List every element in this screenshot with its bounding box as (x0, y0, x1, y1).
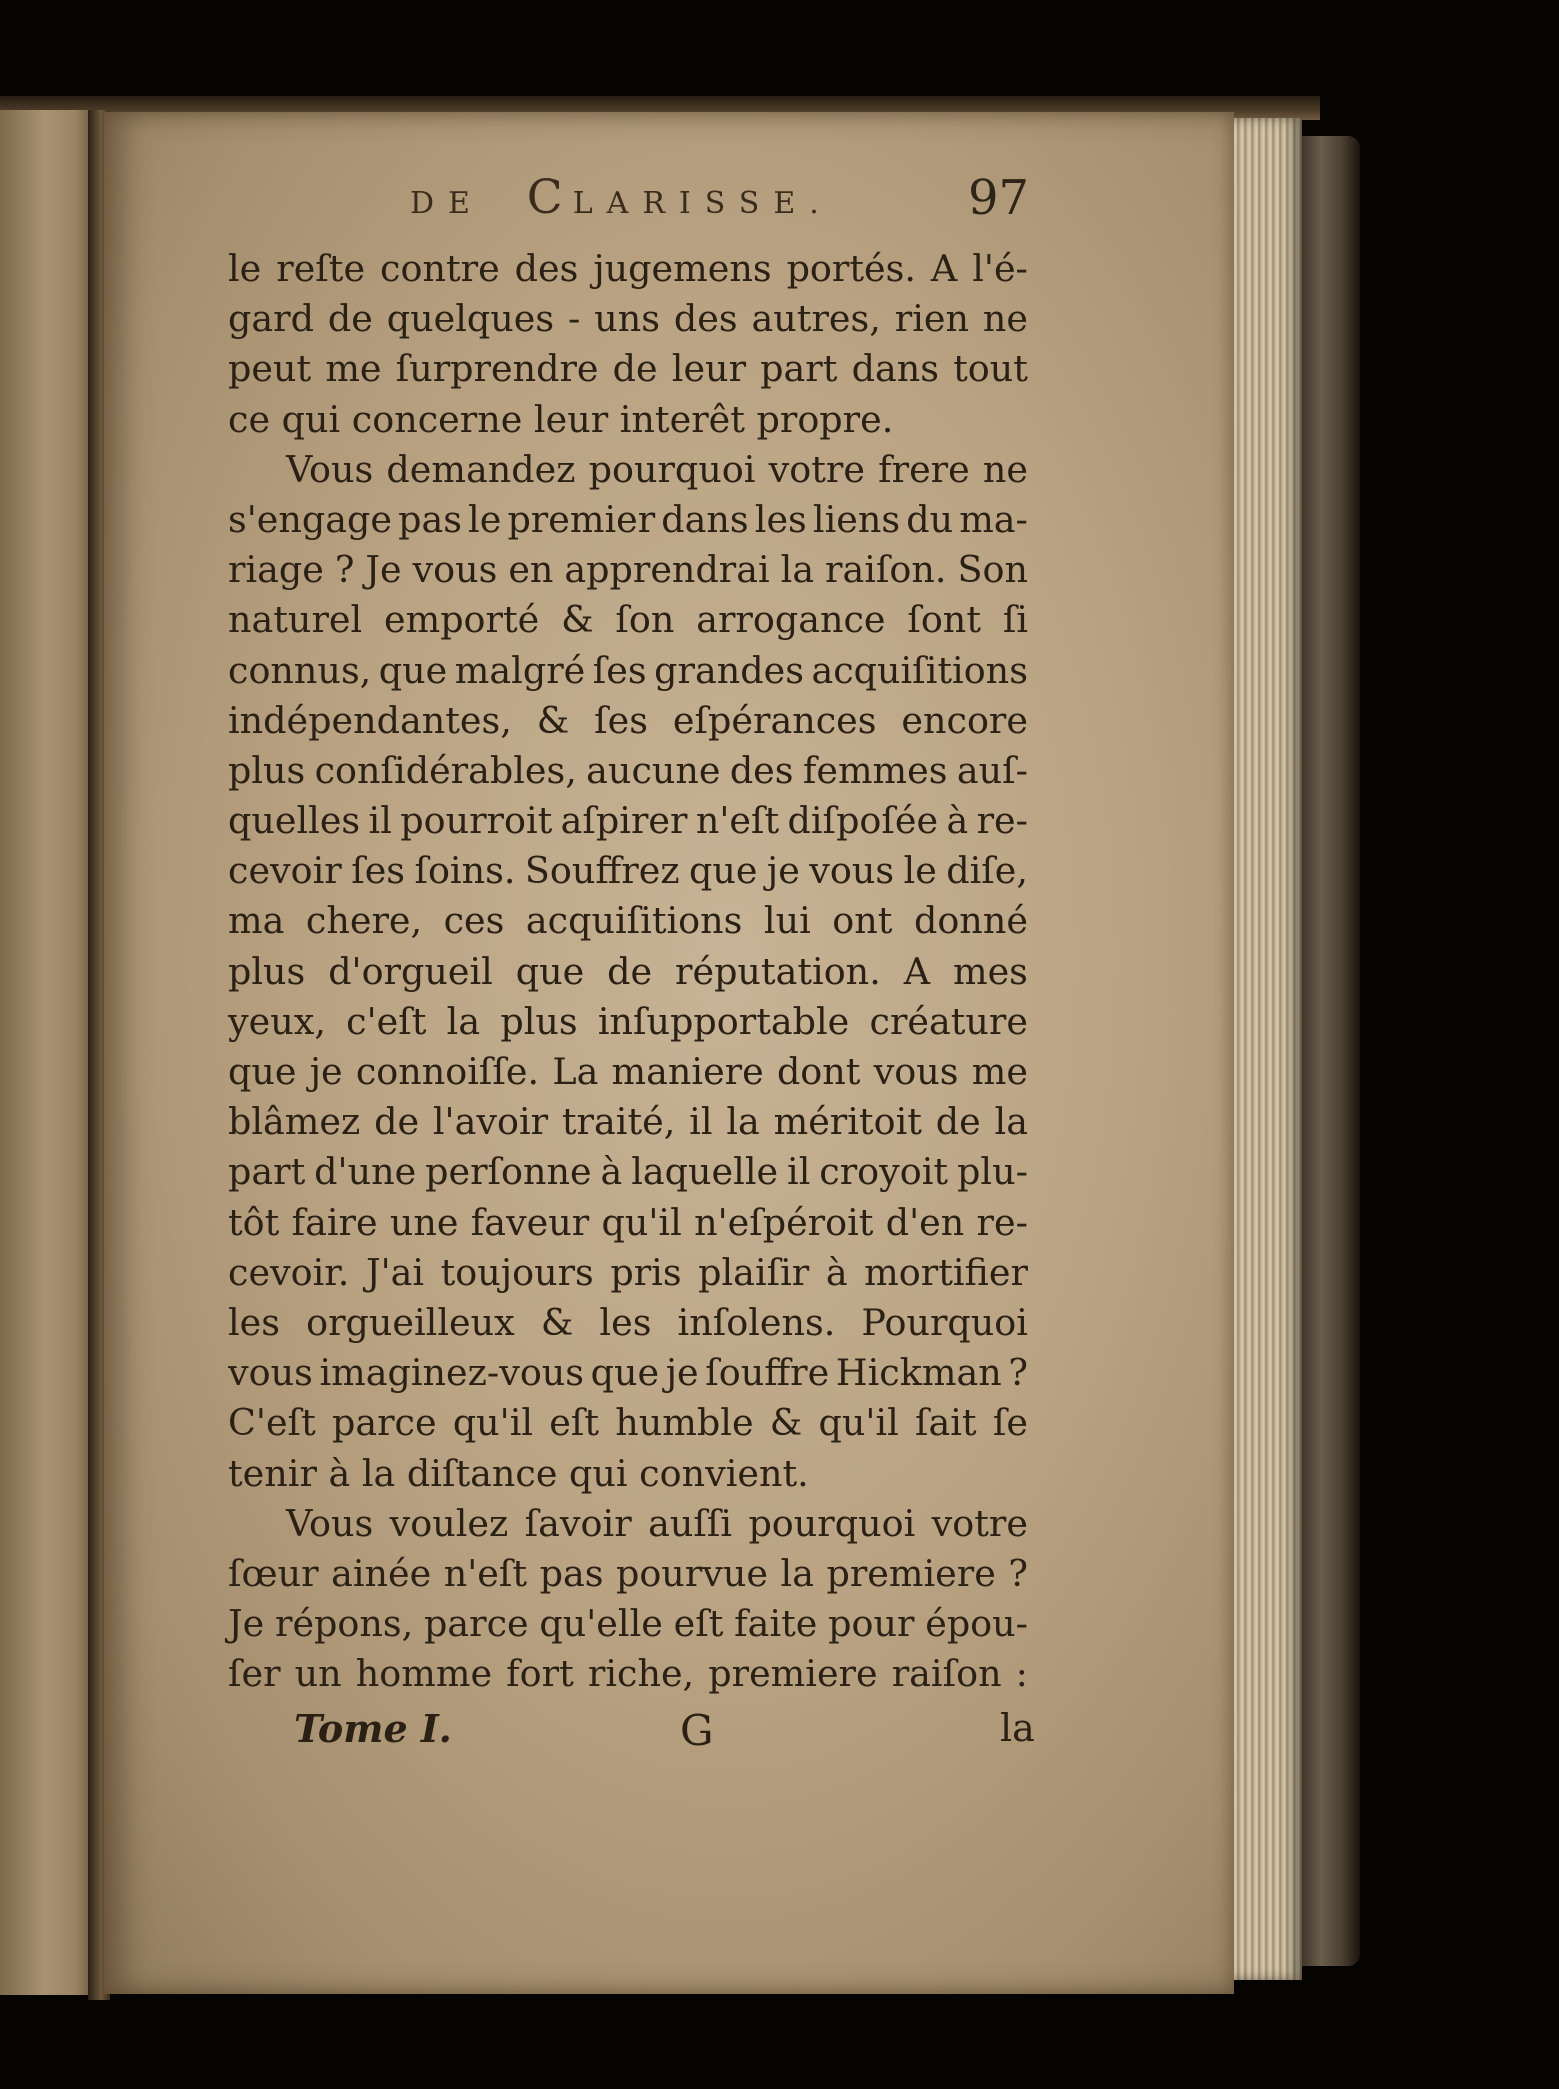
word: les (228, 1300, 281, 1344)
word: je (665, 1351, 699, 1395)
word: diſpoſée (787, 799, 939, 843)
word: pas (398, 497, 462, 541)
body-text (228, 244, 1028, 1699)
word: perſonne (425, 1150, 592, 1194)
text-line (228, 344, 1028, 394)
word: leur (671, 347, 747, 391)
word: pourroit (400, 799, 553, 843)
text-line (228, 1398, 1028, 1448)
word: Vous (286, 1501, 374, 1545)
word: re- (976, 799, 1028, 843)
word: Vous (286, 447, 374, 491)
word: Je (365, 548, 402, 592)
word: quelques (386, 297, 555, 341)
text-line (228, 1599, 1028, 1649)
word: reſte (276, 247, 366, 290)
text-line (228, 294, 1028, 344)
word: croyoit (819, 1150, 949, 1194)
word: frere (878, 447, 970, 491)
word: premiere (708, 1652, 878, 1696)
word: faire (291, 1200, 378, 1244)
word: uns (594, 297, 660, 341)
word: ſe (992, 1401, 1028, 1445)
word: ma (228, 899, 285, 943)
word: eſt (673, 1602, 724, 1646)
word: les (754, 497, 807, 541)
word: s'engage (228, 497, 392, 541)
word: ces (443, 899, 505, 943)
word: arrogance (696, 598, 886, 642)
word: Pourquoi (861, 1300, 1028, 1344)
word: que (378, 648, 448, 692)
book-cover (1300, 136, 1360, 1966)
word: faite (734, 1602, 818, 1646)
word: premier (507, 497, 656, 541)
text-line (228, 846, 1028, 896)
word: ont (832, 899, 893, 943)
word: lui (763, 899, 811, 943)
word: part (228, 1150, 306, 1194)
word: en (508, 548, 554, 592)
word: pris (610, 1250, 682, 1294)
word: il (368, 799, 392, 843)
word: la (994, 1100, 1028, 1144)
word: indépendantes, (228, 698, 512, 742)
text-line (228, 997, 1028, 1047)
word: de (612, 347, 658, 391)
text-line (228, 796, 1028, 846)
word: tôt (228, 1200, 280, 1244)
word: dans (661, 497, 749, 541)
text-line (228, 1198, 1028, 1248)
word: raiſon (891, 1652, 1002, 1696)
word: mortifier (864, 1250, 1028, 1294)
word: demandez (386, 447, 576, 491)
word: ſavoir (524, 1501, 632, 1545)
word: apprendrai (564, 548, 770, 592)
word: me (325, 347, 382, 391)
word: Je (228, 1602, 265, 1646)
word: & (540, 1300, 574, 1344)
word: ma- (959, 497, 1028, 541)
word: vous (412, 548, 498, 592)
word: contre (380, 247, 500, 290)
word: ſer (228, 1652, 281, 1696)
word: ſes (592, 648, 647, 692)
word: le (228, 247, 262, 290)
word: une (389, 1200, 459, 1244)
word: faveur (470, 1200, 590, 1244)
word: voulez (389, 1501, 509, 1545)
word: tout (953, 347, 1028, 391)
word: diſe, (946, 849, 1028, 893)
word: eſpérances (672, 698, 877, 742)
word: & (536, 698, 570, 742)
word: portés. (786, 247, 916, 290)
text-line (228, 395, 1028, 445)
word: n'eſt (695, 799, 780, 843)
word: & (561, 598, 594, 642)
text-line (228, 495, 1028, 545)
word: vous (228, 1351, 313, 1395)
word: la (780, 548, 815, 592)
line-text: ce qui concerne leur interêt propre. (228, 397, 894, 441)
text-line (228, 746, 1028, 796)
text-line (228, 1097, 1028, 1147)
word: ſi (1002, 598, 1028, 642)
word: gard (228, 297, 314, 341)
word: Son (957, 548, 1028, 592)
word: : (1015, 1652, 1028, 1696)
word: laquelle (631, 1150, 779, 1194)
word: votre (768, 447, 865, 491)
word: ? (1008, 1551, 1028, 1595)
word: du (906, 497, 954, 541)
word: inſupportable (597, 999, 850, 1043)
word: Hickman (835, 1351, 1002, 1395)
word: la (780, 1551, 814, 1595)
left-facing-page (0, 110, 100, 1995)
word: dans (851, 347, 939, 391)
word: créature (869, 999, 1028, 1043)
word: que (590, 1351, 660, 1395)
text-line (228, 545, 1028, 595)
word: inſolens. (677, 1300, 836, 1344)
gathering-signature: G (680, 1706, 714, 1755)
word: mes (952, 949, 1028, 993)
word: la (726, 1100, 760, 1144)
word: riage (228, 548, 324, 592)
word: l'avoir (432, 1100, 549, 1144)
word: des (673, 297, 738, 341)
word: d'en (885, 1200, 965, 1244)
word: quelles (228, 799, 361, 843)
word: que (689, 849, 758, 893)
word: de (327, 297, 373, 341)
word: pourquoi (588, 447, 756, 491)
word: à (600, 1150, 623, 1194)
word: la (446, 999, 481, 1043)
word: qu'il (452, 1401, 534, 1445)
text-line (228, 1649, 1028, 1699)
word: ſoins. (414, 849, 516, 893)
word: qu'il (818, 1401, 899, 1445)
word: connoiſſe. (355, 1050, 540, 1093)
word: pourvue (615, 1551, 768, 1595)
word: malgré (454, 648, 586, 692)
word: homme (355, 1652, 493, 1696)
word: acquiſitions (811, 648, 1028, 692)
word: plus (228, 949, 306, 993)
volume-signature: Tome I. (294, 1706, 452, 1751)
text-line (228, 244, 1028, 294)
word: ? (1008, 1351, 1028, 1395)
word: ſon (615, 598, 675, 642)
word: le (468, 497, 502, 541)
word: emporté (383, 598, 540, 642)
word: épou- (925, 1602, 1028, 1646)
word: maniere (611, 1050, 764, 1093)
word: grandes (654, 648, 804, 692)
word: connus, (228, 648, 372, 692)
word: blâmez (228, 1100, 361, 1144)
word: - (568, 297, 581, 341)
word: de (374, 1100, 420, 1144)
word: qu'il (601, 1200, 682, 1244)
word: ne (982, 447, 1028, 491)
word: n'eſpéroit (694, 1200, 874, 1244)
word: Souffrez (524, 849, 680, 893)
running-header (410, 170, 1040, 230)
word: cevoir. (228, 1250, 350, 1294)
word: plus (500, 999, 578, 1043)
word: pas (539, 1551, 604, 1595)
word: votre (931, 1501, 1028, 1545)
text-line (228, 1449, 1028, 1499)
word: plaiſir (698, 1250, 810, 1294)
word: J'ai (365, 1250, 425, 1294)
word: ſœur (228, 1551, 319, 1595)
word: plu- (957, 1150, 1028, 1194)
word: je (309, 1050, 343, 1093)
word: ſait (914, 1401, 977, 1445)
word: à (946, 799, 969, 843)
word: les (599, 1300, 652, 1344)
word: des (514, 247, 579, 290)
word: vous (809, 849, 895, 893)
word: La (552, 1050, 599, 1093)
word: chere, (305, 899, 423, 943)
word: dont (776, 1050, 861, 1093)
page-number: 97 (968, 170, 1030, 226)
word: d'une (314, 1150, 417, 1194)
word: premiere (826, 1551, 996, 1595)
word: que (515, 949, 585, 993)
catchword: la (1000, 1706, 1035, 1750)
text-line (228, 1298, 1028, 1348)
running-title-prefix: DE (410, 186, 484, 221)
word: auſ- (956, 748, 1028, 792)
word: aucune (586, 748, 721, 792)
word: femmes (802, 748, 948, 792)
word: n'eſt (443, 1551, 528, 1595)
word: c'eſt (346, 999, 427, 1043)
word: peut (228, 347, 312, 391)
word: riche, (587, 1652, 695, 1696)
word: qu'elle (539, 1602, 663, 1646)
word: méritoit (773, 1100, 922, 1144)
word: ſouffre (705, 1351, 830, 1395)
word: ſes (351, 849, 406, 893)
text-line (228, 646, 1028, 696)
text-line (228, 1147, 1028, 1197)
word: re- (976, 1200, 1028, 1244)
word: l'é- (972, 247, 1028, 290)
word: vous (873, 1050, 959, 1093)
word: ſes (594, 698, 649, 742)
word: C'eſt (228, 1401, 316, 1445)
word: acquiſitions (525, 899, 743, 943)
word: raiſon. (825, 548, 947, 592)
word: ſont (907, 598, 981, 642)
word: pourquoi (748, 1501, 916, 1545)
word: le (903, 849, 937, 893)
word: plus (228, 748, 306, 792)
word: eſt (549, 1401, 600, 1445)
running-title-rest: LARISSE. (572, 186, 833, 221)
word: réputation. (675, 949, 881, 993)
word: aſpirer (560, 799, 688, 843)
word: que (228, 1050, 297, 1093)
word: ſurprendre (395, 347, 599, 391)
word: toujours (440, 1250, 594, 1294)
word: d'orgueil (328, 949, 493, 993)
word: parce (424, 1602, 529, 1646)
word: me (971, 1050, 1028, 1093)
word: A (930, 247, 958, 290)
page-block-edges (1226, 118, 1302, 1980)
word: auſſi (648, 1501, 733, 1545)
word: traité, (561, 1100, 676, 1144)
line-text: tenir à la diſtance qui convient. (228, 1451, 809, 1495)
word: à (825, 1250, 848, 1294)
text-line (228, 1047, 1028, 1097)
running-title-cap: C (526, 170, 573, 225)
word: autres, (751, 297, 881, 341)
word: yeux, (228, 999, 326, 1043)
text-line (228, 696, 1028, 746)
word: conſidérables, (314, 748, 577, 792)
text-line (228, 1348, 1028, 1398)
word: & (769, 1401, 803, 1445)
text-line (228, 595, 1028, 645)
word: de (935, 1100, 981, 1144)
text-line (228, 445, 1028, 495)
word: ? (334, 548, 355, 592)
word: jugemens (593, 247, 772, 290)
word: il (689, 1100, 713, 1144)
text-line (228, 1499, 1028, 1549)
word: des (729, 748, 794, 792)
word: fort (506, 1652, 574, 1696)
word: cevoir (228, 849, 342, 893)
word: rien (894, 297, 969, 341)
word: part (760, 347, 838, 391)
word: ainée (331, 1551, 432, 1595)
word: liens (812, 497, 901, 541)
text-line (228, 896, 1028, 946)
word: imaginez-vous (319, 1351, 585, 1395)
word: il (787, 1150, 811, 1194)
word: humble (615, 1401, 754, 1445)
word: orgueilleux (306, 1300, 515, 1344)
word: je (766, 849, 800, 893)
word: répons, (275, 1602, 414, 1646)
word: pour (828, 1602, 915, 1646)
text-line (228, 1248, 1028, 1298)
text-line (228, 947, 1028, 997)
word: ne (982, 297, 1028, 341)
word: encore (901, 698, 1028, 742)
word: de (607, 949, 653, 993)
word: naturel (228, 598, 363, 642)
word: parce (331, 1401, 437, 1445)
word: A (903, 949, 931, 993)
text-line (228, 1549, 1028, 1599)
word: donné (913, 899, 1028, 943)
word: un (294, 1652, 342, 1696)
